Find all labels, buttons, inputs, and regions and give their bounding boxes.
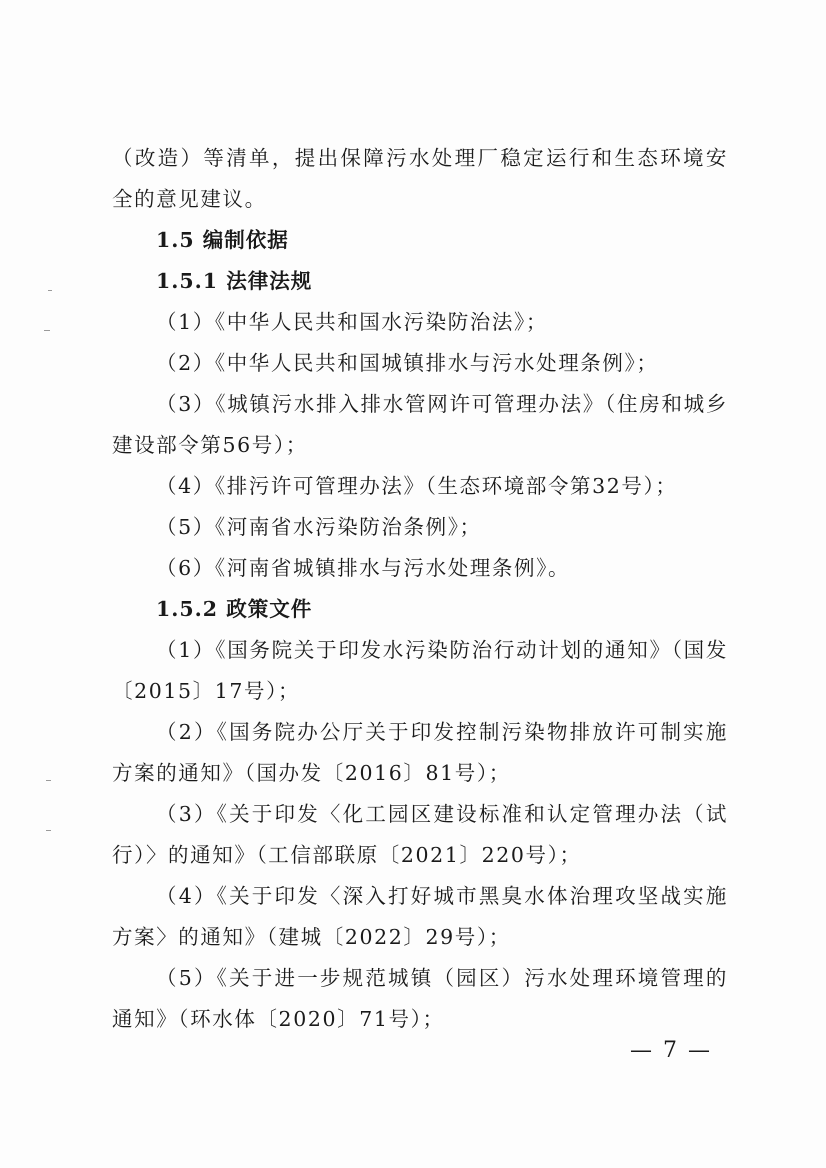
continuation-paragraph: （改造）等清单，提出保障污水处理厂稳定运行和生态环境安全的意见建议。 xyxy=(112,146,728,211)
section-heading-1-5-2: 1.5.2 政策文件 xyxy=(156,597,313,621)
law-item-5: （5）《河南省水污染防治条例》； xyxy=(156,515,482,539)
document-body xyxy=(112,138,728,1040)
policy-item-3: （3）《关于印发〈化工园区建设标准和认定管理办法（试行）〉的通知》（工信部联原〔2021〕220号）； xyxy=(112,802,728,867)
scan-artifact xyxy=(46,780,51,781)
section-heading-1-5: 1.5 编制依据 xyxy=(156,228,289,252)
scan-artifact xyxy=(44,330,50,331)
policy-item-5: （5）《关于进一步规范城镇（园区）污水处理环境管理的通知》（环水体〔2020〕71号）； xyxy=(112,966,728,1031)
section-heading-1-5-1: 1.5.1 法律法规 xyxy=(156,269,313,293)
page-number: — 7 — xyxy=(630,1038,712,1063)
law-item-4: （4）《排污许可管理办法》（生态环境部令第32号）； xyxy=(156,474,678,498)
policy-item-1: （1）《国务院关于印发水污染防治行动计划的通知》（国发〔2015〕17号）； xyxy=(112,638,728,703)
law-item-1: （1）《中华人民共和国水污染防治法》； xyxy=(156,310,548,334)
law-item-2: （2）《中华人民共和国城镇排水与污水处理条例》； xyxy=(156,351,659,375)
scan-artifact xyxy=(46,830,51,831)
law-item-6: （6）《河南省城镇排水与污水处理条例》。 xyxy=(156,556,571,580)
policy-item-4: （4）《关于印发〈深入打好城市黑臭水体治理攻坚战实施方案〉的通知》（建城〔2022〕29号）； xyxy=(112,884,728,949)
scan-artifact xyxy=(48,290,52,291)
policy-item-2: （2）《国务院办公厅关于印发控制污染物排放许可制实施方案的通知》（国办发〔2016〕81号）； xyxy=(112,720,728,785)
law-item-3: （3）《城镇污水排入排水管网许可管理办法》（住房和城乡建设部令第56号）； xyxy=(112,392,728,457)
